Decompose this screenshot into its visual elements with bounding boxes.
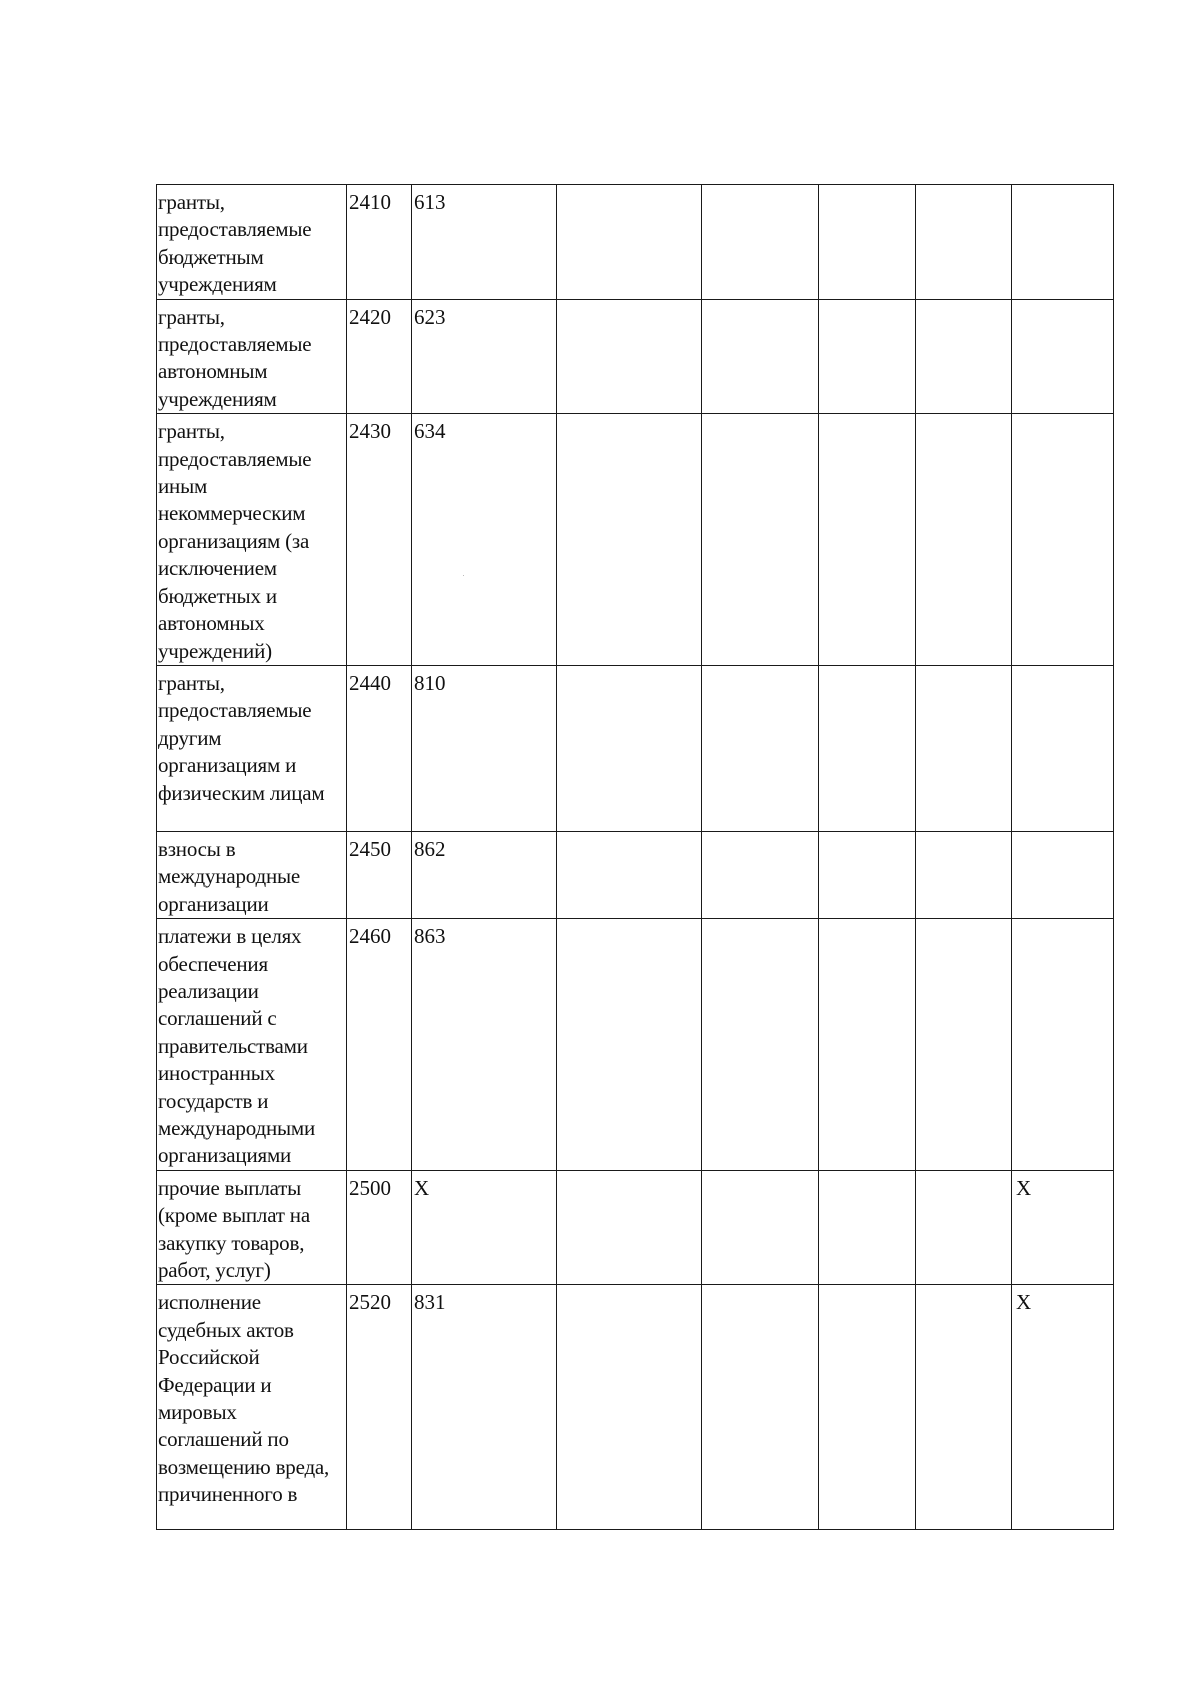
row-label: гранты, предоставляемые другим организациям и физическим лицам (158, 670, 325, 805)
value-cell (702, 919, 819, 1171)
value-cell (916, 831, 1012, 918)
value-cell (1012, 831, 1114, 918)
value-cell (819, 299, 916, 414)
value-cell (557, 185, 702, 300)
table-row (157, 919, 1114, 1171)
value-cell (702, 414, 819, 666)
x-mark: X (1016, 1175, 1032, 1200)
value-cell (819, 919, 916, 1171)
row-label: гранты, предоставляемые бюджетным учреждениям (158, 190, 312, 297)
value-cell (819, 185, 916, 300)
row-label: платежи в целях обеспечения реализации соглашений с правительствами иностранных государств и международными организациями (158, 924, 316, 1168)
line-code: 2500 (349, 1175, 391, 1200)
value-cell (916, 665, 1012, 831)
table-row (157, 1285, 1114, 1530)
table-row (157, 185, 1114, 300)
table-row (157, 414, 1114, 666)
line-code-cell (347, 1285, 412, 1530)
kbk-code-cell (412, 665, 557, 831)
row-label-cell (157, 1170, 347, 1285)
row-label-cell (157, 665, 347, 831)
row-label-cell (157, 414, 347, 666)
kbk-code: X (414, 1175, 430, 1200)
value-cell (1012, 919, 1114, 1171)
value-cell (916, 414, 1012, 666)
line-code: 2420 (349, 304, 391, 329)
row-label-cell (157, 1285, 347, 1530)
value-cell (819, 665, 916, 831)
line-code-cell (347, 299, 412, 414)
row-label: гранты, предоставляемые иным некоммерческим организациям (за исключением бюджетных и автономных учреждений) (158, 419, 312, 663)
value-cell (702, 665, 819, 831)
row-label-cell (157, 919, 347, 1171)
row-label-cell (157, 185, 347, 300)
value-cell (916, 185, 1012, 300)
line-code-cell (347, 1170, 412, 1285)
value-cell (1012, 1170, 1114, 1285)
line-code-cell (347, 919, 412, 1171)
kbk-code: 810 (414, 670, 446, 695)
kbk-code-cell (412, 1285, 557, 1530)
line-code: 2440 (349, 670, 391, 695)
kbk-code-cell (412, 1170, 557, 1285)
line-code-cell (347, 185, 412, 300)
value-cell (702, 831, 819, 918)
kbk-code: 613 (414, 190, 446, 214)
line-code: 2430 (349, 419, 391, 444)
line-code: 2450 (349, 836, 391, 861)
budget-payments-table (156, 184, 1114, 1530)
line-code-cell (347, 414, 412, 666)
line-code: 2460 (349, 924, 391, 949)
value-cell (916, 1170, 1012, 1285)
value-cell (557, 1285, 702, 1530)
value-cell (557, 919, 702, 1171)
value-cell (1012, 1285, 1114, 1530)
kbk-code: 623 (414, 304, 446, 329)
value-cell (819, 1170, 916, 1285)
value-cell (1012, 299, 1114, 414)
value-cell (819, 831, 916, 918)
line-code: 2520 (349, 1290, 391, 1315)
value-cell (916, 919, 1012, 1171)
table-row (157, 665, 1114, 831)
scan-speck (463, 575, 464, 576)
kbk-code-cell (412, 299, 557, 414)
line-code-cell (347, 665, 412, 831)
table-row (157, 831, 1114, 918)
kbk-code-cell (412, 831, 557, 918)
value-cell (702, 299, 819, 414)
table-body (157, 185, 1114, 1530)
value-cell (1012, 185, 1114, 300)
value-cell (916, 299, 1012, 414)
row-label: взносы в международные организации (158, 836, 301, 916)
row-label-cell (157, 831, 347, 918)
kbk-code-cell (412, 414, 557, 666)
value-cell (557, 299, 702, 414)
kbk-code: 634 (414, 419, 446, 444)
value-cell (819, 1285, 916, 1530)
kbk-code-cell (412, 919, 557, 1171)
line-code: 2410 (349, 190, 391, 214)
value-cell (557, 665, 702, 831)
value-cell (819, 414, 916, 666)
value-cell (1012, 665, 1114, 831)
value-cell (1012, 414, 1114, 666)
kbk-code: 863 (414, 924, 446, 949)
value-cell (702, 1170, 819, 1285)
value-cell (916, 1285, 1012, 1530)
row-label: прочие выплаты (кроме выплат на закупку товаров, работ, услуг) (158, 1175, 310, 1282)
kbk-code: 862 (414, 836, 446, 861)
value-cell (557, 1170, 702, 1285)
table-row (157, 299, 1114, 414)
row-label: исполнение судебных актов Российской Федерации и мировых соглашений по возмещению вреда, причиненного в (158, 1290, 330, 1507)
value-cell (702, 185, 819, 300)
line-code-cell (347, 831, 412, 918)
value-cell (557, 831, 702, 918)
kbk-code: 831 (414, 1290, 446, 1315)
value-cell (702, 1285, 819, 1530)
row-label-cell (157, 299, 347, 414)
row-label: гранты, предоставляемые автономным учреждениям (158, 304, 312, 411)
x-mark: X (1016, 1290, 1032, 1315)
table-row (157, 1170, 1114, 1285)
kbk-code-cell (412, 185, 557, 300)
value-cell (557, 414, 702, 666)
